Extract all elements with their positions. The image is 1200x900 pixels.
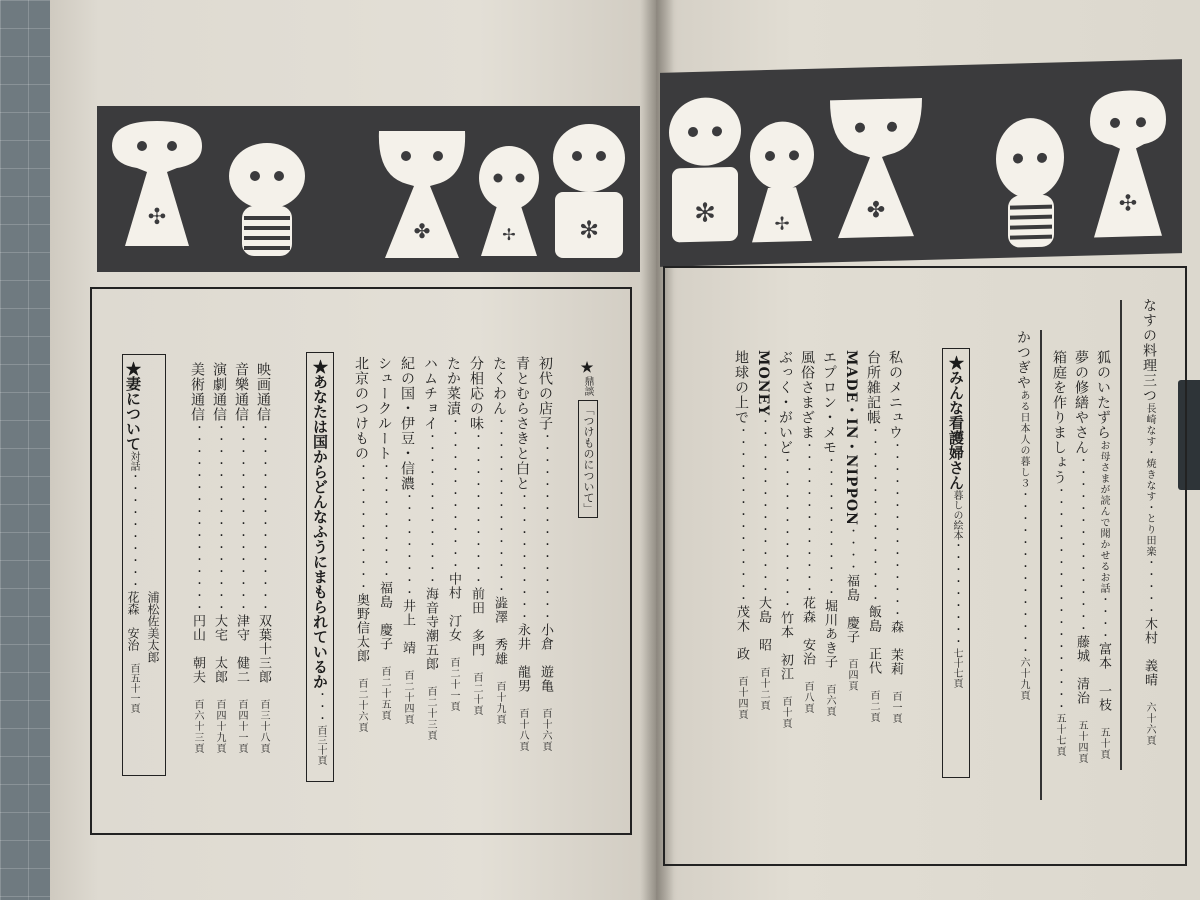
toc-entry: 地球の上で・・・・・・・・・・・・・・・茂木 政 百十四頁 (733, 350, 749, 720)
section-header-tsukemono: ★鼎談 (579, 360, 595, 396)
svg-text:✣: ✣ (147, 205, 167, 230)
toc-entry: 紀の国・伊豆・信濃・・・・・・・・・井上 靖 百二十四頁 (399, 356, 415, 725)
toc-entry: なすの料理三つ長崎なす・焼きなす・とり田楽・・・・・木村 義晴 六十六頁 (1141, 298, 1157, 746)
toc-entry: 初代の店子・・・・・・・・・・・・・・・・小倉 遊亀 百十六頁 (537, 356, 553, 752)
toc-entry: 美術通信・・・・・・・・・・・・・・・・円山 朝夫 百六十三頁 (189, 362, 205, 754)
section-kuni-heading: ★あなたは国からどんなふうにまもられているか・・・百三十頁 (306, 352, 334, 782)
toc-entry: ハムチョイ・・・・・・・・・・・・・海音寺潮五郎 百二十三頁 (422, 356, 438, 741)
svg-text:✤: ✤ (413, 219, 431, 243)
kokeshi-banner-left (97, 106, 640, 272)
toc-entry: 箱庭を作りましょう・・・・・・・・・・・・・・・・・・・五十七頁 (1051, 350, 1067, 757)
column-divider (1120, 300, 1122, 770)
toc-entry: MADE・IN・NIPPON・・・・福島 慶子 百四頁 (843, 350, 859, 692)
toc-entry: 青とむらさきと白と・・・・・・・・・・・永井 龍男 百十八頁 (514, 356, 530, 752)
toc-entry: 狐のいたずらお母さまが読んで聞かせるお話・・・・富本 一枝 五十頁 (1095, 350, 1111, 760)
svg-text:✻: ✻ (578, 216, 600, 244)
section-tsuma-heading: ★妻について対話・・・・・・・・・・浦松佐美太郎 花森 安治百五十一頁 (122, 354, 166, 776)
toc-entry: 私のメニュウ・・・・・・・・・・・・・・・森 茉莉 百一頁 (887, 350, 903, 724)
toc-entry: かつぎやある日本人の暮し３・・・・・・・・・・・・・・六十九頁 (1015, 330, 1031, 701)
toc-entry: 分相応の味・・・・・・・・・・・・・前田 多門 百二十頁 (468, 356, 484, 716)
toc-entry: たか菜漬・・・・・・・・・・・・・中村 汀女 百二十一頁 (445, 356, 461, 712)
toc-entry: MONEY・・・・・・・・・・・・・・・大島 昭 百十二頁 (755, 350, 771, 712)
svg-text:✣: ✣ (1118, 191, 1138, 217)
svg-text:✤: ✤ (866, 197, 886, 224)
svg-text:✢: ✢ (774, 213, 790, 235)
kokeshi-banner-right (660, 59, 1182, 267)
tsukemono-box-title: 「つけものについて」 (578, 400, 598, 518)
toc-entry: たくわん・・・・・・・・・・・・・・・澁澤 秀雄 百十九頁 (491, 356, 507, 725)
toc-entry: ぶっく・がいど・・・・・・・・・・・・・竹本 初江 百十頁 (777, 350, 793, 729)
toc-entry: シュークルート・・・・・・・・・・福島 慶子 百二十五頁 (376, 356, 392, 721)
toc-entry: 風俗さまざま・・・・・・・・・・・・・花森 安治 百八頁 (799, 350, 815, 714)
svg-text:✢: ✢ (502, 225, 516, 244)
svg-text:✻: ✻ (694, 198, 716, 229)
toc-entry: 夢の修繕やさん・・・・・・・・・・・・・・・藤城 清治 五十四頁 (1073, 350, 1089, 764)
toc-entry: エプロン・メモ・・・・・・・・・・・・堀川あき子 百六頁 (821, 350, 837, 717)
toc-entry: 映画通信・・・・・・・・・・・・・・・・双葉十三郎 百三十八頁 (255, 362, 271, 754)
section-kangofu-heading: ★みんな看護婦さん暮しの絵本・・・・・・・・・七十七頁 (942, 348, 970, 778)
toc-entry: 台所雑記帳・・・・・・・・・・・・・・・飯島 正代 百二頁 (865, 350, 881, 723)
toc-entry: 演劇通信・・・・・・・・・・・・・・・・大宅 太郎 百四十九頁 (211, 362, 227, 754)
column-divider (1040, 330, 1042, 800)
toc-entry: 音樂通信・・・・・・・・・・・・・・・・津守 健二 百四十一頁 (233, 362, 249, 754)
toc-entry: 北京のつけもの・・・・・・・・・・・奥野信太郎 百二十六頁 (353, 356, 369, 733)
